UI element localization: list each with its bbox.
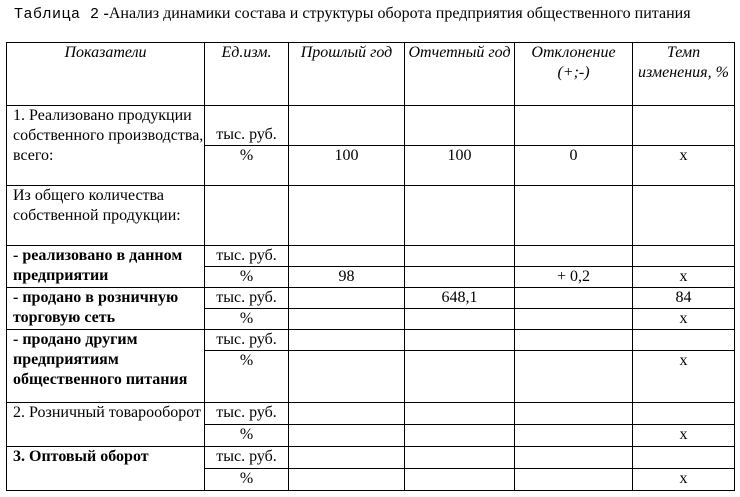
unit-cell: [205, 186, 289, 246]
dev-cell: [515, 186, 633, 246]
unit-cell: %: [205, 267, 289, 288]
dev-cell: [515, 469, 633, 491]
rate-cell: х: [633, 309, 735, 330]
table-number: Таблица 2: [14, 6, 100, 23]
rate-cell: [633, 246, 735, 267]
dev-cell: 0: [515, 146, 633, 186]
caption-text: Анализ динамики состава и структуры оборота предприятия общественного питания: [108, 5, 691, 22]
prev-cell: [289, 246, 405, 267]
unit-cell: %: [205, 351, 289, 403]
table-row: [7, 447, 735, 469]
prev-cell: [289, 469, 405, 491]
rate-cell: 84: [633, 288, 735, 309]
table-row: [7, 330, 735, 351]
rate-cell: х: [633, 146, 735, 186]
prev-cell: [289, 425, 405, 447]
curr-cell: [405, 106, 515, 146]
prev-cell: [289, 106, 405, 146]
unit-cell: %: [205, 146, 289, 186]
unit-cell: тыс. руб.: [205, 403, 289, 425]
dev-cell: [515, 403, 633, 425]
caption-dash: -: [103, 5, 109, 22]
unit-cell: тыс. руб.: [205, 330, 289, 351]
rate-cell: х: [633, 267, 735, 288]
unit-cell: тыс. руб.: [205, 106, 289, 146]
curr-cell: [405, 425, 515, 447]
curr-cell: [405, 246, 515, 267]
header-row: [7, 43, 735, 106]
header-unit: Ед.изм.: [205, 43, 289, 106]
curr-cell: [405, 330, 515, 351]
table-caption: [14, 5, 734, 24]
curr-cell: [405, 186, 515, 246]
rate-cell: [633, 403, 735, 425]
row-label: 3. Оптовый оборот: [7, 447, 205, 491]
turnover-table: [6, 42, 735, 491]
dev-cell: [515, 246, 633, 267]
dev-cell: [515, 288, 633, 309]
curr-cell: [405, 309, 515, 330]
row-label: 1. Реализовано продукции собственного производства, всего:: [7, 106, 205, 186]
prev-cell: 98: [289, 267, 405, 288]
curr-cell: [405, 267, 515, 288]
curr-cell: [405, 403, 515, 425]
curr-cell: 648,1: [405, 288, 515, 309]
row-label: - продано в розничную торговую сеть: [7, 288, 205, 330]
rate-cell: х: [633, 469, 735, 491]
prev-cell: [289, 403, 405, 425]
row-label: 2. Розничный товарооборот: [7, 403, 205, 447]
curr-cell: [405, 469, 515, 491]
curr-cell: [405, 351, 515, 403]
dev-cell: + 0,2: [515, 267, 633, 288]
header-indicators: Показатели: [7, 43, 205, 106]
prev-cell: [289, 288, 405, 309]
dev-cell: [515, 425, 633, 447]
dev-cell: [515, 106, 633, 146]
table-row: [7, 403, 735, 425]
unit-cell: тыс. руб.: [205, 288, 289, 309]
unit-cell: %: [205, 469, 289, 491]
unit-cell: тыс. руб.: [205, 246, 289, 267]
prev-cell: [289, 351, 405, 403]
dev-cell: [515, 309, 633, 330]
table-row: [7, 186, 735, 246]
prev-cell: [289, 330, 405, 351]
rate-cell: [633, 447, 735, 469]
unit-cell: тыс. руб.: [205, 447, 289, 469]
header-rate: Темп изменения, %: [633, 43, 735, 106]
table-row: [7, 288, 735, 309]
rate-cell: х: [633, 351, 735, 403]
rate-cell: [633, 330, 735, 351]
prev-cell: [289, 186, 405, 246]
rate-cell: [633, 186, 735, 246]
unit-cell: %: [205, 309, 289, 330]
curr-cell: [405, 447, 515, 469]
dev-cell: [515, 447, 633, 469]
dev-cell: [515, 330, 633, 351]
unit-cell: %: [205, 425, 289, 447]
header-prev-year: Прошлый год: [289, 43, 405, 106]
curr-cell: 100: [405, 146, 515, 186]
table-row: [7, 106, 735, 146]
dev-cell: [515, 351, 633, 403]
prev-cell: 100: [289, 146, 405, 186]
table-row: [7, 246, 735, 267]
prev-cell: [289, 447, 405, 469]
row-label: - продано другим предприятиям общественного питания: [7, 330, 205, 403]
rate-cell: [633, 106, 735, 146]
row-label: Из общего количества собственной продукции:: [7, 186, 205, 246]
prev-cell: [289, 309, 405, 330]
rate-cell: х: [633, 425, 735, 447]
header-deviation: Отклонение (+;-): [515, 43, 633, 106]
row-label: - реализовано в данном предприятии: [7, 246, 205, 288]
header-report-year: Отчетный год: [405, 43, 515, 106]
